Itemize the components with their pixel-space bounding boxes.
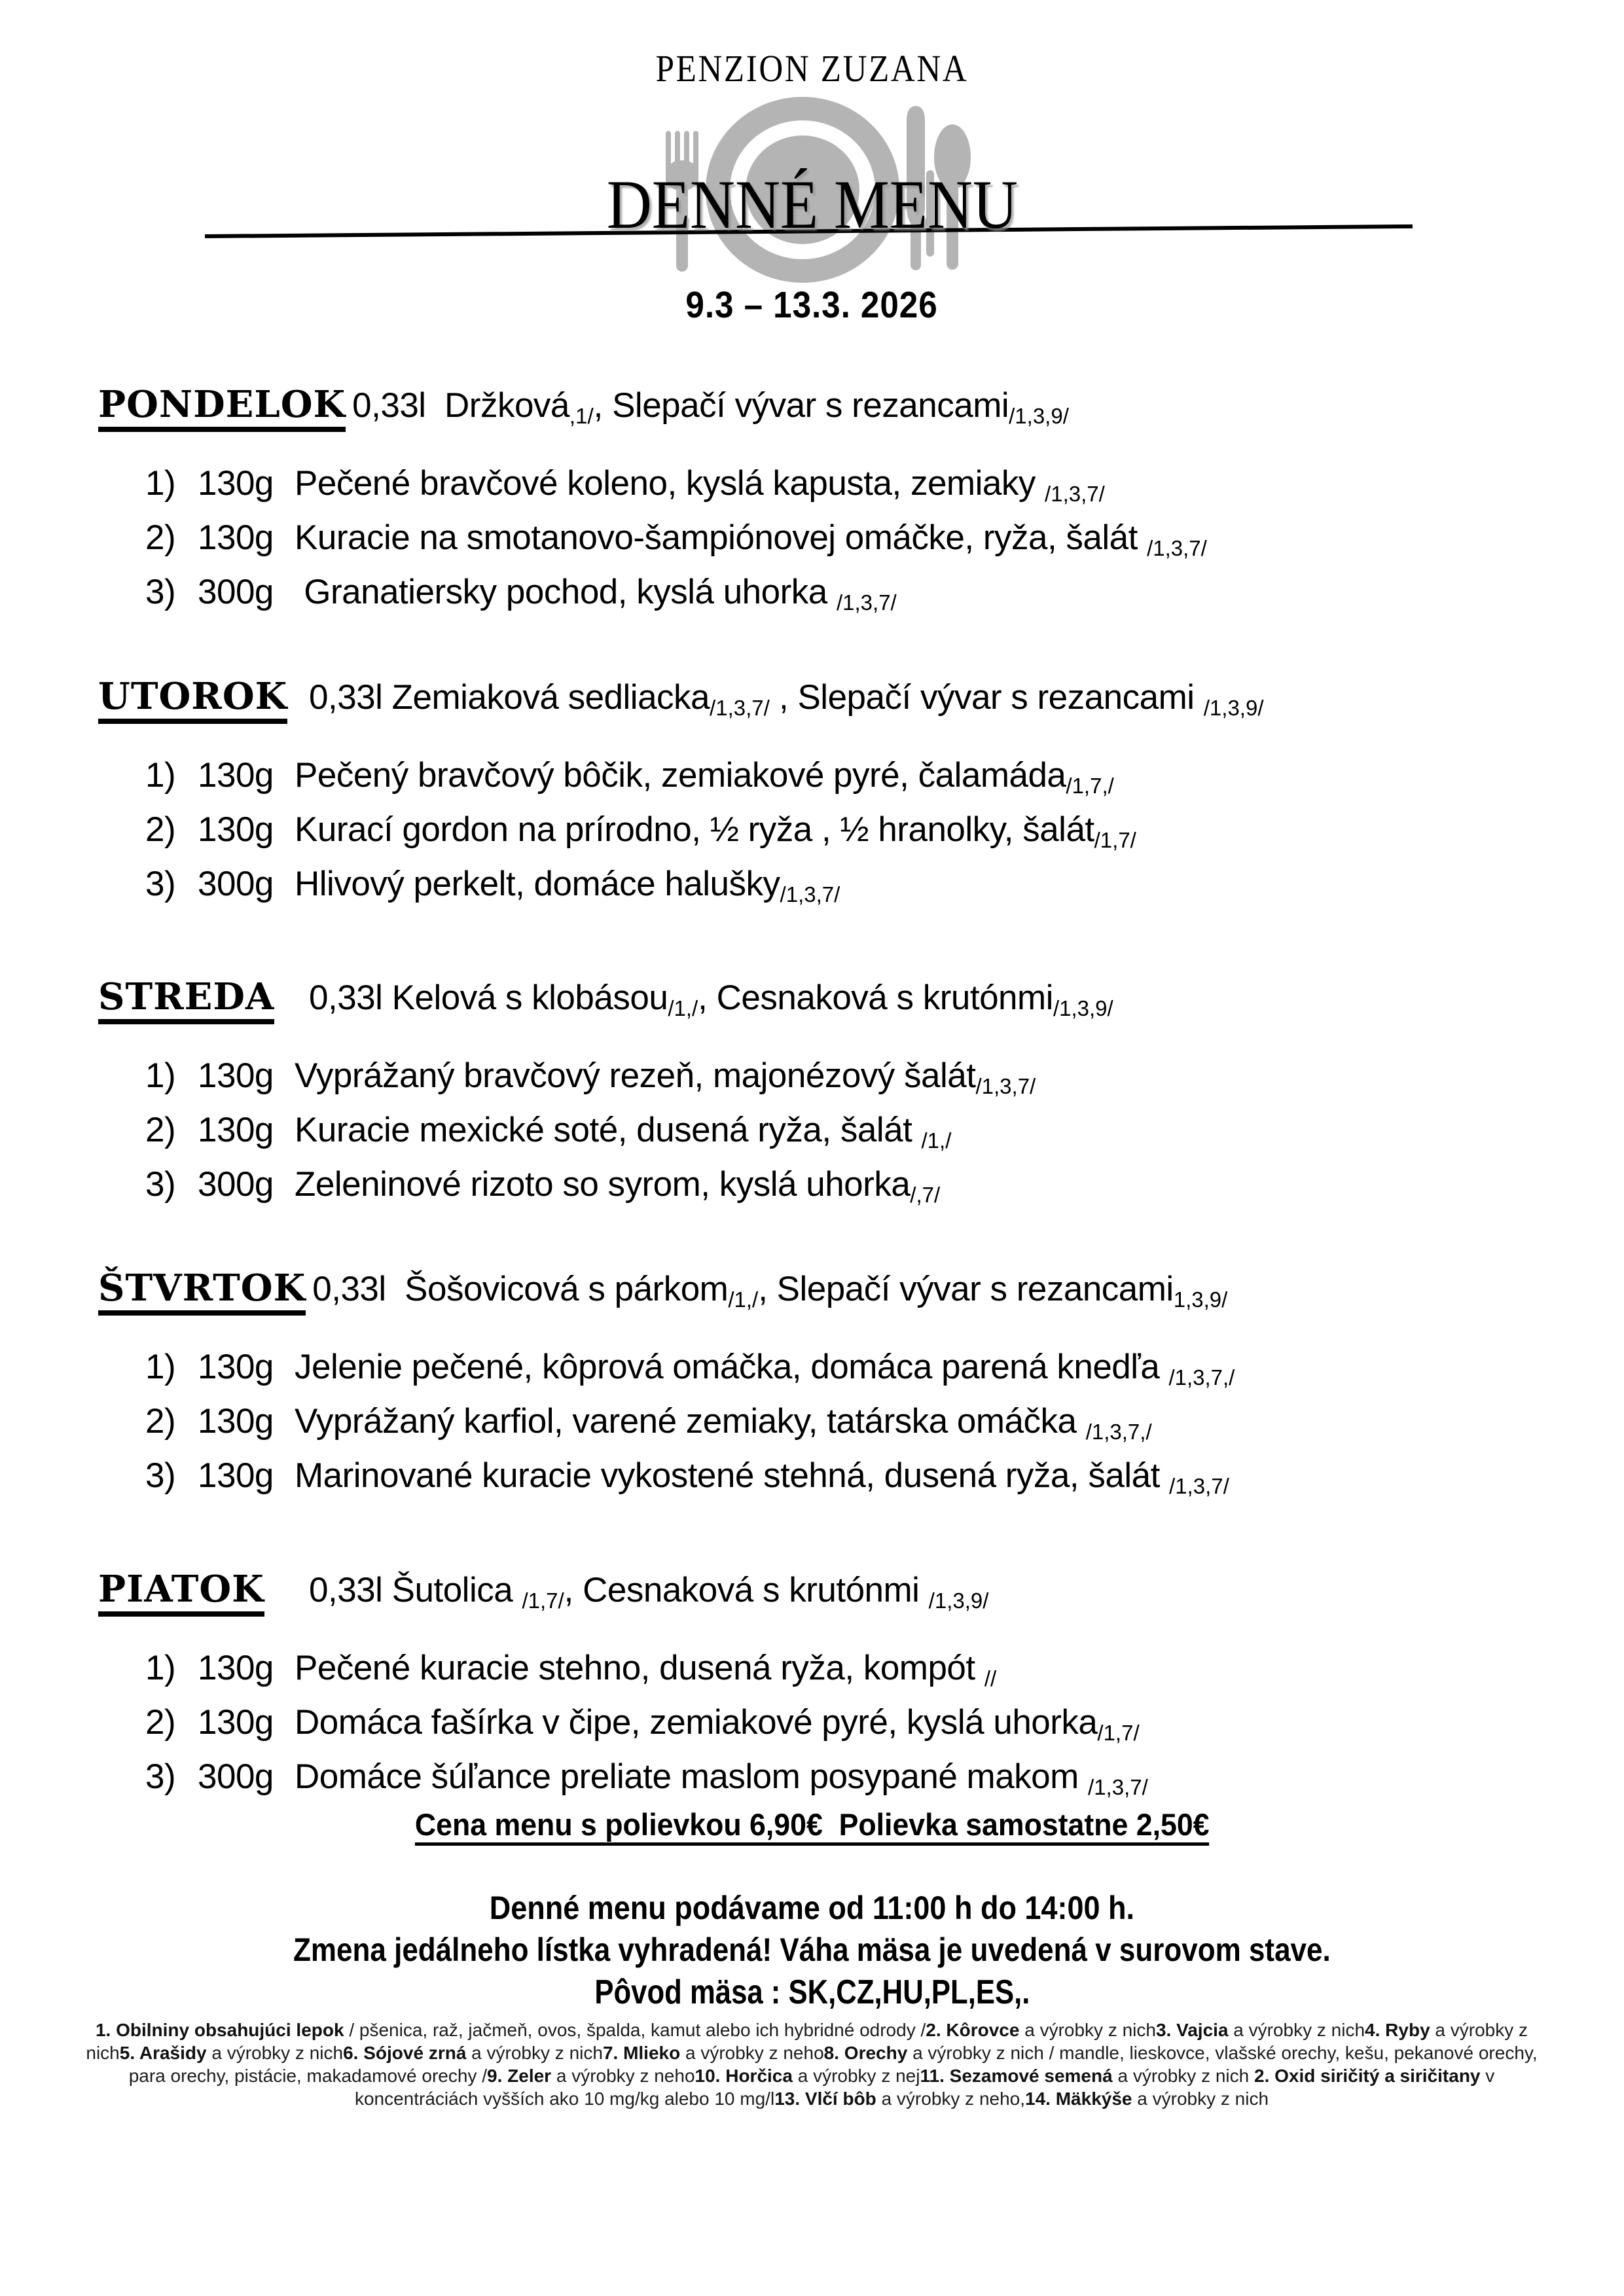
item-row (0, 864, 1624, 918)
soup-allergens: /1,3,7/ (710, 696, 770, 720)
item-weight: 130g (198, 1456, 274, 1495)
item-number: 3) (145, 865, 176, 903)
item-row (0, 1702, 1624, 1757)
item-allergens: /1,7/ (1094, 828, 1136, 852)
day-items (0, 463, 1624, 626)
item-number: 2) (145, 1402, 176, 1441)
footnote-segment: a výrobky z nich (86, 2020, 1528, 2063)
day-label: STREDA (98, 976, 274, 1024)
item-weight: 130g (198, 1703, 274, 1742)
footnote-segment: 2. Kôrovce (926, 2020, 1020, 2040)
soup-text: , Cesnaková s krutónmi (564, 1571, 929, 1609)
day-label-wrap (98, 384, 346, 432)
day-label-wrap (98, 1267, 306, 1316)
item-allergens: /1,3,7/ (1088, 1775, 1148, 1799)
item-allergens: /1,7,/ (1066, 774, 1114, 798)
footnote-segment: a výrobky z nej (792, 2066, 920, 2086)
soup-text: , Cesnaková s krutónmi (698, 978, 1053, 1017)
item-text (295, 1456, 1229, 1496)
price-line-text: Cena menu s polievkou 6,90€ Polievka samostatne 2,50€ (415, 1809, 1210, 1846)
item-row (0, 1347, 1624, 1401)
item-allergens: /1,7/ (1097, 1721, 1140, 1745)
item-text (295, 1164, 941, 1207)
day-section (0, 1568, 1624, 1811)
item-text (295, 463, 1105, 506)
footnote-segment: 2. Oxid siričitý a siričitany (1254, 2066, 1481, 2086)
item-row (0, 463, 1624, 518)
item-row (0, 1401, 1624, 1456)
day-soups (352, 386, 1069, 428)
soup-allergens: /1,7/ (522, 1588, 564, 1613)
item-number: 2) (145, 1703, 176, 1742)
day-label-wrap (98, 675, 302, 724)
item-allergens: /1,3,7,/ (1085, 1420, 1152, 1444)
footnote-segment: 10. Horčica (695, 2066, 793, 2086)
footnote-segment: 11. Sezamové semená (920, 2066, 1113, 2086)
item-number: 1) (145, 756, 176, 795)
footnote-segment: 3. Vajcia (1155, 2020, 1229, 2040)
serving-time-line (0, 1892, 1624, 1924)
item-text (295, 1056, 1036, 1096)
item-row (0, 1757, 1624, 1811)
item-text (295, 1702, 1140, 1745)
footnote-segment: 5. Arašidy (119, 2043, 207, 2063)
item-dish-text: Pečené kuracie stehno, dusená ryža, kompót (295, 1649, 984, 1687)
footnote-segment: 13. Vlčí bôb (774, 2089, 876, 2109)
item-row (0, 1648, 1624, 1702)
item-allergens: /1,3,7/ (975, 1074, 1036, 1098)
footnote-segment: 1. Obilniny obsahujúci lepok (95, 2020, 344, 2040)
soup-allergens: /1,3,9/ (1009, 404, 1069, 428)
soup-allergens: /1,3,9/ (928, 1588, 989, 1613)
soup-text: 0,33l Kelová s klobásou (309, 978, 668, 1017)
item-allergens: // (984, 1666, 997, 1691)
day-section (0, 384, 1624, 626)
footnote-segment: a výrobky z neho (551, 2066, 695, 2086)
day-section (0, 675, 1624, 918)
day-soups (309, 1570, 989, 1613)
page-title-text: DENNÉ MENU (606, 166, 1018, 243)
day-label-wrap (98, 1568, 302, 1617)
soup-text: , Slepačí vývar s rezancami (758, 1270, 1174, 1308)
item-weight: 130g (198, 756, 274, 795)
item-number: 2) (145, 1111, 176, 1149)
soup-text: 0,33l Šutolica (309, 1571, 522, 1609)
item-text (295, 755, 1114, 798)
item-allergens: /1,3,7/ (1147, 536, 1207, 560)
soup-allergens: 1,3,9/ (1173, 1287, 1228, 1312)
day-label-wrap (98, 976, 302, 1024)
item-number: 1) (145, 1056, 176, 1095)
soup-text: , Slepačí vývar s rezancami (593, 386, 1009, 425)
soup-allergens: /1,3,9/ (1053, 996, 1113, 1020)
item-weight: 130g (198, 1111, 274, 1149)
item-row (0, 518, 1624, 572)
day-soups (312, 1269, 1228, 1312)
meat-origin-line (0, 1975, 1624, 2009)
allergens-footnote (79, 2018, 1545, 2110)
item-dish-text: Marinované kuracie vykostené stehná, dusená ryža, šalát (295, 1456, 1170, 1495)
item-dish-text: Domáca fašírka v čipe, zemiakové pyré, kyslá uhorka (295, 1703, 1098, 1742)
price-line (0, 1809, 1624, 1846)
item-row (0, 755, 1624, 810)
item-weight: 130g (198, 1649, 274, 1687)
item-weight: 300g (198, 865, 274, 903)
footnote-segment: v koncentráciách vyšších ako 10 mg/kg alebo 10 mg/l (354, 2066, 1495, 2109)
item-weight: 130g (198, 1056, 274, 1095)
footnote-segment: a výrobky z nich / mandle, lieskovce, vlašské orechy, kešu, pekanové orechy, para orechy, pistácie, makadamové orechy / (128, 2043, 1538, 2086)
item-allergens: /1,3,7,/ (1168, 1365, 1235, 1390)
notice-line (0, 1933, 1624, 1966)
day-header (0, 976, 1624, 1056)
date-range (0, 284, 1624, 326)
item-allergens: /,7/ (910, 1183, 941, 1207)
item-dish-text: Vyprážaný karfiol, varené zemiaky, tatárska omáčka (295, 1402, 1086, 1441)
brand (0, 47, 1624, 90)
footnote-segment: 14. Mäkkýše (1025, 2089, 1132, 2109)
item-weight: 130g (198, 1402, 274, 1441)
brand-text: PENZION ZUZANA (655, 47, 969, 90)
footnote-segment: 8. Orechy (823, 2043, 908, 2063)
item-number: 1) (145, 464, 176, 503)
item-row (0, 1056, 1624, 1110)
day-items (0, 1347, 1624, 1510)
item-number: 2) (145, 518, 176, 557)
day-soups (309, 677, 1264, 720)
item-dish-text: Pečený bravčový bôčik, zemiakové pyré, čalamáda (295, 756, 1066, 795)
item-row (0, 1164, 1624, 1219)
day-label: ŠTVRTOK (98, 1267, 306, 1316)
item-allergens: /1,3,7/ (1045, 482, 1105, 506)
item-dish-text: Jelenie pečené, kôprová omáčka, domáca parená knedľa (295, 1348, 1169, 1386)
item-weight: 130g (198, 1348, 274, 1386)
soup-text: 0,33l Zemiaková sedliacka (309, 678, 710, 717)
day-items (0, 755, 1624, 918)
item-dish-text: Zeleninové rizoto so syrom, kyslá uhorka (295, 1165, 911, 1204)
item-dish-text: Kuracie na smotanovo-šampiónovej omáčke, ryža, šalát (295, 518, 1147, 557)
item-weight: 300g (198, 1757, 274, 1796)
item-dish-text: Granatiersky pochod, kyslá uhorka (295, 573, 837, 611)
footnote-segment: a výrobky z neho, (876, 2089, 1026, 2109)
footnote-segment: a výrobky z nich (1132, 2089, 1269, 2109)
day-section (0, 976, 1624, 1219)
soup-allergens: /1,/ (668, 996, 698, 1020)
item-number: 3) (145, 573, 176, 611)
footnote-segment: 4. Ryby (1365, 2020, 1430, 2040)
day-section (0, 1267, 1624, 1510)
item-dish-text: Kuracie mexické soté, dusená ryža, šalát (295, 1111, 922, 1149)
footnote-segment: a výrobky z neho (680, 2043, 824, 2063)
footnote-segment: a výrobky z nich (1112, 2066, 1254, 2086)
footnote-segment: a výrobky z nich (466, 2043, 603, 2063)
soup-allergens: /1,3,9/ (1203, 696, 1264, 720)
item-row (0, 1456, 1624, 1510)
page-title (0, 166, 1624, 243)
date-range-text: 9.3 – 13.3. 2026 (685, 284, 939, 326)
item-text (295, 864, 840, 904)
item-row (0, 572, 1624, 626)
item-text (295, 1757, 1148, 1797)
soup-text: 0,33l Šošovicová s párkom (312, 1270, 729, 1308)
day-items (0, 1056, 1624, 1219)
footnote-segment: / pšenica, raž, jačmeň, ovos, špalda, kamut alebo ich hybridné odrody / (344, 2020, 926, 2040)
meat-origin-text: Pôvod mäsa : SK,CZ,HU,PL,ES,. (594, 1973, 1030, 2011)
soup-text: , Slepačí vývar s rezancami (769, 678, 1204, 717)
day-label: UTOROK (98, 675, 287, 724)
item-weight: 130g (198, 464, 274, 503)
item-text (295, 1347, 1235, 1390)
soup-text: 0,33l Držková (352, 386, 569, 425)
item-dish-text: Kurací gordon na prírodno, ½ ryža , ½ hranolky, šalát (295, 810, 1094, 849)
footnote-segment: 6. Sójové zrná (343, 2043, 467, 2063)
item-allergens: /1,/ (921, 1128, 952, 1153)
item-text (295, 1648, 997, 1691)
item-dish-text: Pečené bravčové koleno, kyslá kapusta, zemiaky (295, 464, 1045, 503)
day-label: PIATOK (98, 1568, 264, 1617)
item-number: 2) (145, 810, 176, 849)
day-header (0, 384, 1624, 463)
soup-allergens: /1,/ (728, 1287, 759, 1312)
day-header (0, 675, 1624, 755)
day-header (0, 1267, 1624, 1347)
item-text (295, 1401, 1152, 1444)
footnote-segment: a výrobky z nich (206, 2043, 344, 2063)
item-text (295, 572, 897, 615)
day-soups (309, 978, 1113, 1018)
footnote-segment: 7. Mlieko (602, 2043, 681, 2063)
item-allergens: /1,3,7/ (1169, 1474, 1229, 1498)
footnote-segment: a výrobky z nich (1019, 2020, 1156, 2040)
item-weight: 300g (198, 573, 274, 611)
item-dish-text: Vyprážaný bravčový rezeň, majonézový šalát (295, 1056, 976, 1095)
item-number: 3) (145, 1165, 176, 1204)
footnote-segment: 9. Zeler (487, 2066, 552, 2086)
item-text (295, 810, 1136, 850)
soup-allergens: ,1/ (569, 404, 594, 428)
item-text (295, 1110, 952, 1153)
item-row (0, 1110, 1624, 1164)
item-dish-text: Hlivový perkelt, domáce halušky (295, 865, 780, 903)
item-row (0, 810, 1624, 864)
day-label: PONDELOK (98, 384, 346, 432)
item-weight: 130g (198, 810, 274, 849)
item-dish-text: Domáce šúľance preliate maslom posypané makom (295, 1757, 1089, 1796)
item-weight: 300g (198, 1165, 274, 1204)
item-allergens: /1,3,7/ (780, 882, 840, 906)
day-header (0, 1568, 1624, 1648)
serving-time-text: Denné menu podávame od 11:00 h do 14:00 h. (489, 1890, 1135, 1926)
item-text (295, 518, 1207, 558)
footnote-segment: a výrobky z nich (1228, 2020, 1365, 2040)
item-number: 1) (145, 1348, 176, 1386)
item-number: 1) (145, 1649, 176, 1687)
item-number: 3) (145, 1757, 176, 1796)
item-number: 3) (145, 1456, 176, 1495)
notice-text: Zmena jedálneho lístka vyhradená! Váha mäsa je uvedená v surovom stave. (293, 1931, 1331, 1968)
item-allergens: /1,3,7/ (836, 590, 897, 615)
item-weight: 130g (198, 518, 274, 557)
day-items (0, 1648, 1624, 1811)
